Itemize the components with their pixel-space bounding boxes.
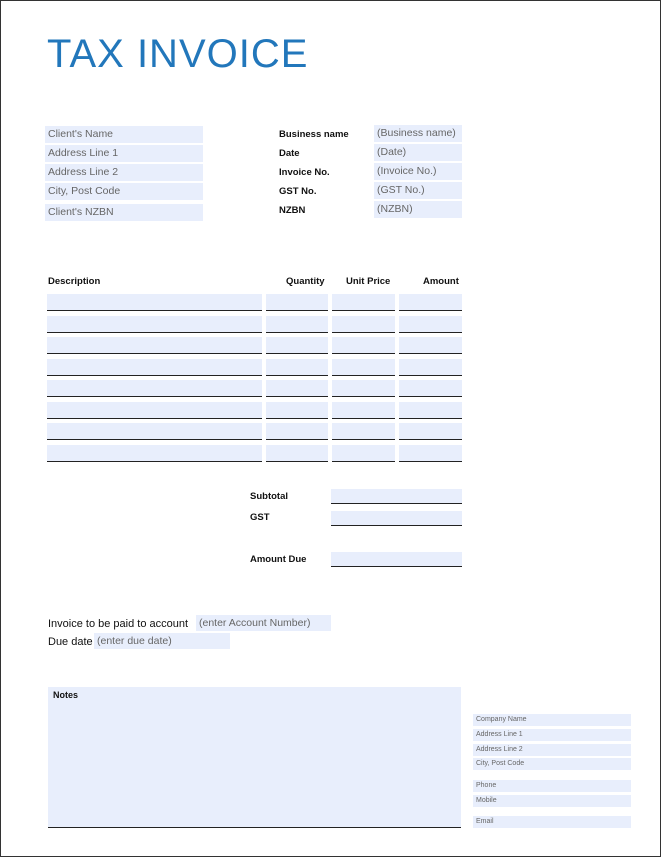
gst-number-field[interactable]: (GST No.) [374,182,462,199]
amount-cell[interactable] [399,402,462,419]
notes-area[interactable] [48,687,461,828]
description-cell[interactable] [47,402,262,419]
date-label: Date [279,148,300,159]
invoice-title: TAX INVOICE [47,32,309,76]
description-cell[interactable] [47,380,262,397]
client-city-postcode-field[interactable]: City, Post Code [45,183,203,200]
business-name-label: Business name [279,129,349,140]
unit-price-cell[interactable] [332,316,395,333]
quantity-cell[interactable] [266,316,328,333]
amount-cell[interactable] [399,316,462,333]
quantity-cell[interactable] [266,402,328,419]
amount-cell[interactable] [399,423,462,440]
account-number-field[interactable]: (enter Account Number) [196,615,331,631]
sender-address-line1-field[interactable]: Address Line 1 [473,729,631,741]
amount-due-label: Amount Due [250,554,307,565]
amount-cell[interactable] [399,294,462,311]
gst-field[interactable] [331,511,462,526]
subtotal-field[interactable] [331,489,462,504]
quantity-cell[interactable] [266,294,328,311]
unit-price-cell[interactable] [332,337,395,354]
account-label: Invoice to be paid to account [48,618,189,630]
client-nzbn-field[interactable]: Client's NZBN [45,204,203,221]
amount-cell[interactable] [399,337,462,354]
mobile-field[interactable]: Mobile [473,795,631,807]
sender-address-line2-field[interactable]: Address Line 2 [473,744,631,756]
quantity-cell[interactable] [266,445,328,462]
gst-label: GST [250,512,270,523]
email-field[interactable]: Email [473,816,631,828]
unit-price-cell[interactable] [332,445,395,462]
gst-number-label: GST No. [279,186,317,197]
amount-cell[interactable] [399,445,462,462]
invoice-number-field[interactable]: (Invoice No.) [374,163,462,180]
subtotal-label: Subtotal [250,491,288,502]
unit-price-cell[interactable] [332,294,395,311]
due-date-label: Due date [48,636,93,648]
amount-cell[interactable] [399,359,462,376]
description-cell[interactable] [47,445,262,462]
description-cell[interactable] [47,316,262,333]
unit-price-cell[interactable] [332,402,395,419]
phone-field[interactable]: Phone [473,780,631,792]
quantity-cell[interactable] [266,380,328,397]
company-name-field[interactable]: Company Name [473,714,631,726]
due-date-field[interactable]: (enter due date) [94,633,230,649]
unit-price-header: Unit Price [346,276,391,287]
unit-price-cell[interactable] [332,423,395,440]
date-field[interactable]: (Date) [374,144,462,161]
description-header: Description [48,276,101,287]
invoice-number-label: Invoice No. [279,167,330,178]
amount-cell[interactable] [399,380,462,397]
description-cell[interactable] [47,359,262,376]
nzbn-field[interactable]: (NZBN) [374,201,462,218]
notes-label: Notes [53,690,79,700]
description-cell[interactable] [47,423,262,440]
sender-city-postcode-field[interactable]: City, Post Code [473,758,631,770]
quantity-header: Quantity [286,276,325,287]
quantity-cell[interactable] [266,337,328,354]
nzbn-label: NZBN [279,205,306,216]
amount-header: Amount [423,276,459,287]
amount-due-field[interactable] [331,552,462,567]
client-address-line1-field[interactable]: Address Line 1 [45,145,203,162]
business-name-field[interactable]: (Business name) [374,125,462,142]
quantity-cell[interactable] [266,359,328,376]
description-cell[interactable] [47,294,262,311]
quantity-cell[interactable] [266,423,328,440]
client-address-line2-field[interactable]: Address Line 2 [45,164,203,181]
unit-price-cell[interactable] [332,359,395,376]
unit-price-cell[interactable] [332,380,395,397]
description-cell[interactable] [47,337,262,354]
client-name-field[interactable]: Client's Name [45,126,203,143]
